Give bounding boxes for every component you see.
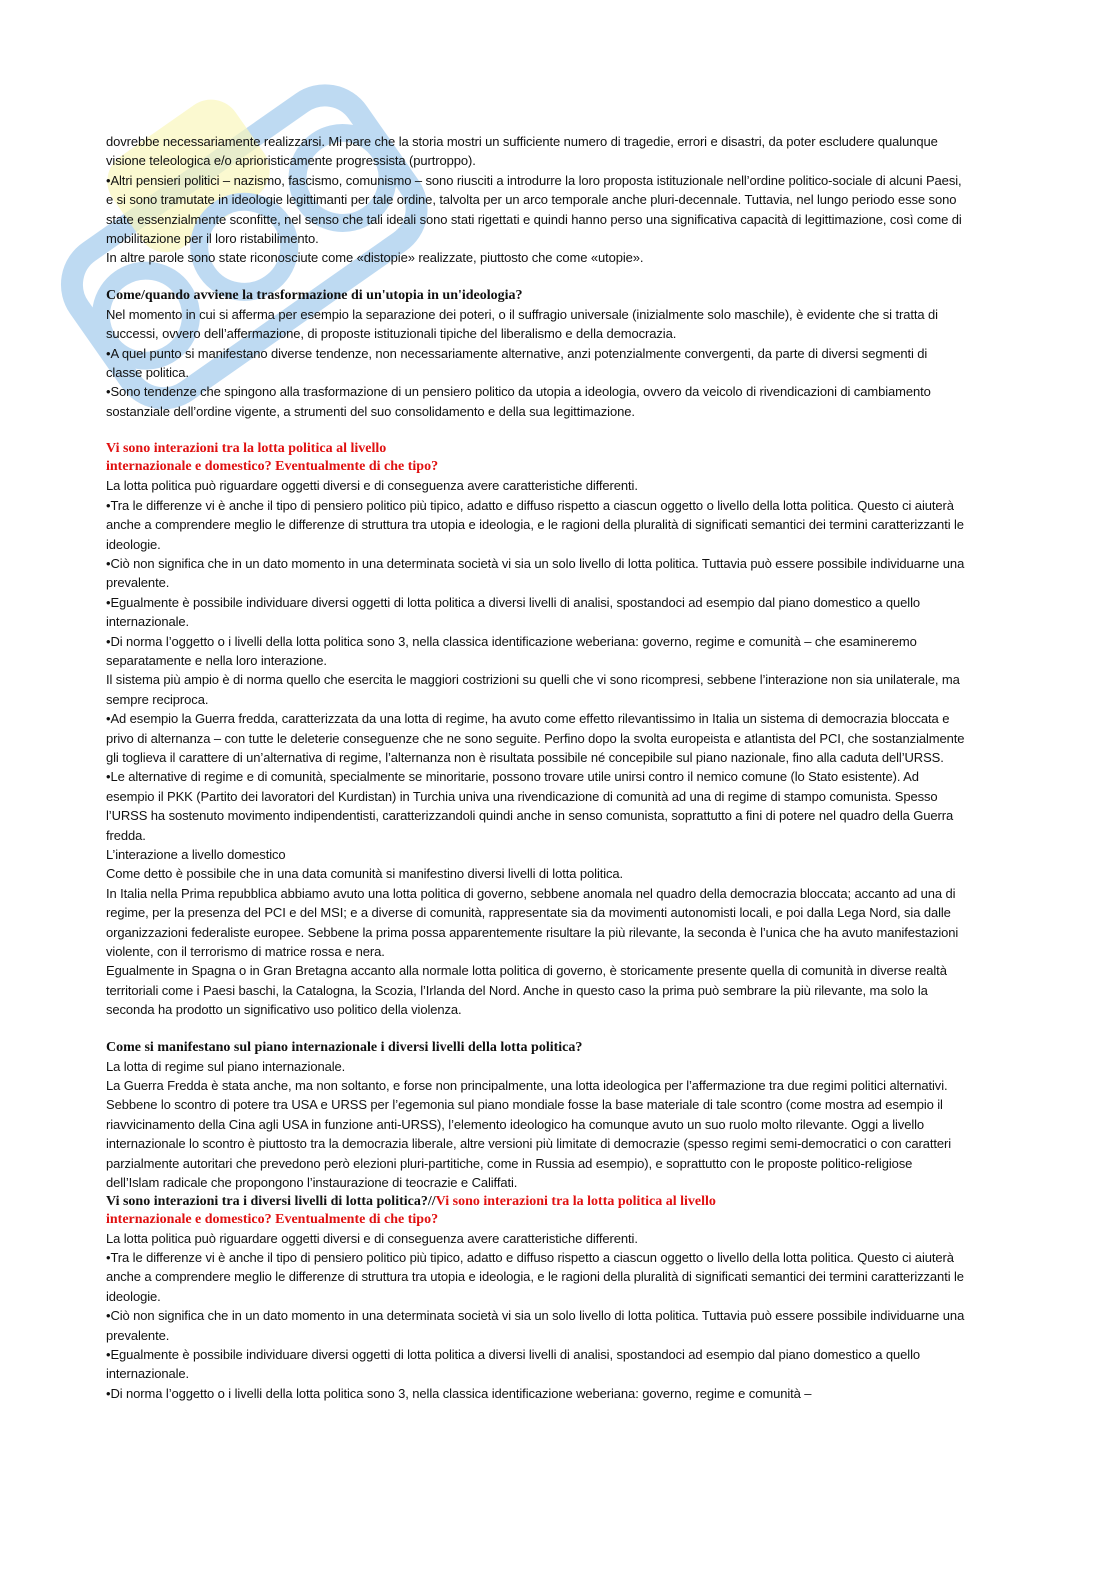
spacer [106, 1020, 966, 1039]
section-heading: Come si manifestano sul piano internazionale i diversi livelli della lotta politica? [106, 1039, 583, 1055]
paragraph: •Di norma l’oggetto o i livelli della lotta politica sono 3, nella classica identificazione weberiana: governo, regime e comunità – [106, 1385, 812, 1401]
paragraph: •Egualmente è possibile individuare diversi oggetti di lotta politica a diversi livelli di analisi, spostandoci ad esempio dal piano domestico a quello internazionale. [106, 1346, 920, 1382]
paragraph: •Tra le differenze vi è anche il tipo di pensiero politico più tipico, adatto e diffuso rispetto a ciascun oggetto o livello della lotta politica. Questo ci aiuterà anche a comprendere meglio le differenze di struttura tra utopia e ideologia, e le ragioni della pluralità di significati semantici dei termini caratterizzanti le ideologie. [106, 1249, 964, 1304]
paragraph: Nel momento in cui si afferma per esempio la separazione dei poteri, o il suffragio universale (inizialmente solo maschile), è evidente che si tratta di successi, ovvero dell’affermazione, di proposte istituzionali tipiche del liberalismo e della democrazia. [106, 306, 938, 342]
section-heading: Come/quando avviene la trasformazione di un'utopia in un'ideologia? [106, 287, 523, 303]
paragraph: Come detto è possibile che in una data comunità si manifestino diversi livelli di lotta politica. [106, 866, 624, 882]
paragraph: La lotta politica può riguardare oggetti diversi e di conseguenza avere caratteristiche differenti. [106, 1230, 638, 1246]
paragraph: •Di norma l’oggetto o i livelli della lotta politica sono 3, nella classica identificazione weberiana: governo, regime e comunità – che esamineremo separatamente e nella loro interazione. [106, 633, 917, 668]
section-heading-red: internazionale e domestico? Eventualmente di che tipo? [106, 459, 439, 475]
paragraph: •A quel punto si manifestano diverse tendenze, non necessariamente alternative, anzi potenzialmente convergenti, da parte di diversi segmenti di classe politica. [106, 345, 928, 381]
paragraph: dovrebbe necessariamente realizzarsi. Mi pare che la storia mostri un sufficiente numero di tragedie, errori e disastri, da poter escludere qualunque visione teleologica e/o aprioristicamente progressista (purtroppo). [106, 134, 938, 169]
paragraph: La lotta di regime sul piano internazionale. [106, 1058, 346, 1074]
heading-black-part: Vi sono interazioni tra i diversi livelli di lotta politica?// [106, 1193, 436, 1209]
section-heading-mixed [106, 1193, 966, 1211]
paragraph: In Italia nella Prima repubblica abbiamo avuto una lotta politica di governo, sebbene anomala nel quadro della democrazia bloccata; accanto ad una di regime, per la presenza del PCI e del MSI; e a diverse di comunità, rappresentate sia da movimenti autonomisti locali, e poi dalla Lega Nord, sia dalle organizzazioni federaliste europee. Sebbene la prima possa apparentemente risultare la più rilevante, la seconda è l’unica che ha avuto manifestazioni violente, con il terrorismo di matrice rossa e nera. [106, 885, 959, 960]
paragraph: •Egualmente è possibile individuare diversi oggetti di lotta politica a diversi livelli di analisi, spostandoci ad esempio dal piano domestico a quello internazionale. [106, 594, 920, 630]
paragraph: La Guerra Fredda è stata anche, ma non soltanto, e forse non principalmente, una lotta ideologica per l’affermazione tra due regimi politici alternativi. [106, 1078, 948, 1094]
paragraph: •Ciò non significa che in un dato momento in una determinata società vi sia un solo livello di lotta politica. Tuttavia può essere possibile individuarne una prevalente. [106, 555, 965, 591]
heading-red-part: Vi sono interazioni tra la lotta politica al livello [435, 1193, 716, 1209]
section-heading-red: internazionale e domestico? Eventualmente di che tipo? [106, 1211, 439, 1227]
spacer [106, 268, 966, 287]
paragraph: •Ciò non significa che in un dato momento in una determinata società vi sia un solo livello di lotta politica. Tuttavia può essere possibile individuarne una prevalente. [106, 1308, 965, 1343]
paragraph: •Altri pensieri politici – nazismo, fascismo, comunismo – sono riusciti a introdurre la loro proposta istituzionale nell’ordine politico-sociale di alcuni Paesi, e si sono tramutate in ideologie legittimanti per tale ordine, talvolta per un arco temporale anche pluri-decennale. Tuttavia, nel lungo periodo esse sono state essenzialmente sconfitte, nel senso che tali ideali sono stati rigettati e quindi hanno perso una significativa capacità di legittimazione, così come di mobilitazione per il loro ristabilimento. [106, 172, 962, 247]
paragraph: In altre parole sono state riconosciute come «distopie» realizzate, piuttosto che come «utopie». [106, 250, 644, 266]
paragraph: Egualmente in Spagna o in Gran Bretagna accanto alla normale lotta politica di governo, è storicamente presente quella di comunità in diverse realtà territoriali come i Paesi baschi, la Catalogna, la Scozia, l’Irlanda del Nord. Anche in questo caso la prima può sembrare la più rilevante, ma solo la seconda ha prodotto un significativo uso politico della violenza. [106, 963, 947, 1018]
paragraph: •Le alternative di regime e di comunità, specialmente se minoritarie, possono trovare utile unirsi contro il nemico comune (lo Stato esistente). Ad esempio il PKK (Partito dei lavoratori del Kurdistan) in Turchia univa una rivendicazione di comunità ad una di regime di stampo comunista. Spesso l’URSS ha sostenuto movimento indipendentisti, caratterizzandoli quindi anche in senso comunista, soprattutto a fini di potere nel quadro della Guerra fredda. [106, 769, 954, 843]
paragraph: Sebbene lo scontro di potere tra USA e URSS per l’egemonia sul piano mondiale fosse la base materiale di tale scontro (come mostra ad esempio il riavvicinamento della Cina agli USA in funzione anti-URSS), l’elemento ideologico ha comunque avuto un suo ruolo molto rilevante. Oggi a livello internazionale lo scontro è piuttosto tra la democrazia liberale, altre versioni più limitate di democrazie (spesso regimi semi-democratici o con caratteri parzialmente autoritari che prevedono però elezioni pluri-partitiche, come in Russia ad esempio), e soprattutto con le proposte politico-religiose dell’Islam radicale che propongono l’instaurazione di teocrazie e Califfati. [106, 1097, 952, 1191]
paragraph: L’interazione a livello domestico [106, 847, 286, 862]
paragraph: •Tra le differenze vi è anche il tipo di pensiero politico più tipico, adatto e diffuso rispetto a ciascun oggetto o livello della lotta politica. Questo ci aiuterà anche a comprendere meglio le differenze di struttura tra utopia e ideologia, e le ragioni della pluralità di significati semantici dei termini caratterizzanti le ideologie. [106, 497, 964, 552]
paragraph: Il sistema più ampio è di norma quello che esercita le maggiori costrizioni su quelli che vi sono ricompresi, sebbene l’interazione non sia unilaterale, ma sempre reciproca. [106, 672, 960, 707]
spacer [106, 421, 966, 440]
paragraph: La lotta politica può riguardare oggetti diversi e di conseguenza avere caratteristiche differenti. [106, 478, 638, 494]
document-body [106, 132, 966, 1403]
section-heading-red: Vi sono interazioni tra la lotta politica al livello [106, 441, 387, 457]
paragraph: •Ad esempio la Guerra fredda, caratterizzata da una lotta di regime, ha avuto come effetto rilevantissimo in Italia un sistema di democrazia bloccata e privo di alternanza – con tutte le deleterie conseguenze che ne sono seguite. Perfino dopo la svolta europeista e atlantista del PCI, che sostanzialmente gli toglieva il carattere di un’alternativa di regime, l’alternanza non è risultata possibile né concepibile sul piano nazionale, fino alla caduta dell’URSS. [106, 711, 965, 765]
paragraph: •Sono tendenze che spingono alla trasformazione di un pensiero politico da utopia a ideologia, ovvero da veicolo di rivendicazioni di cambiamento sostanziale dell’ordine vigente, a strumenti del suo consolidamento e della sua legittimazione. [106, 384, 931, 419]
